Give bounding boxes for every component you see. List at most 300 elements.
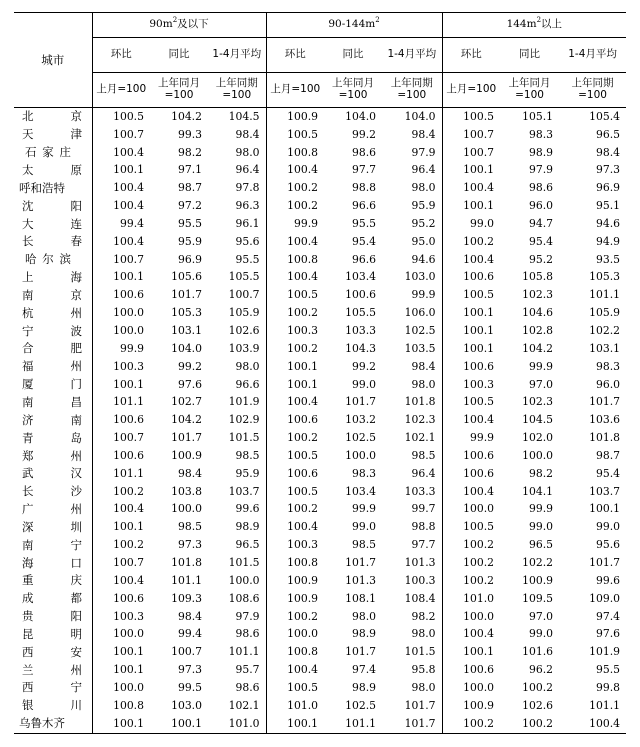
value-cell: 100.1: [442, 322, 500, 340]
value-cell: 100.9: [171, 448, 202, 462]
value-cell: 100.4: [92, 179, 150, 197]
value-cell: 100.0: [228, 573, 260, 587]
value-cell: 105.5: [228, 270, 260, 284]
value-cell: 105.6: [171, 270, 202, 284]
value-cell: 99.4: [177, 627, 202, 641]
table-row: [14, 126, 626, 144]
value-cell: 98.2: [411, 609, 436, 623]
value-cell: 101.7: [345, 555, 377, 569]
value-cell: 101.9: [589, 645, 621, 659]
table-row: [14, 286, 626, 304]
base-header-cell: 上月=100: [266, 73, 324, 108]
value-cell: 100.3: [92, 358, 150, 376]
value-cell: 100.1: [92, 661, 150, 679]
value-cell: 100.1: [442, 304, 500, 322]
value-cell: 98.4: [411, 359, 436, 373]
value-cell: 100.5: [442, 286, 500, 304]
value-cell: 105.3: [171, 306, 202, 320]
value-cell: 98.9: [235, 520, 260, 534]
sub-header-cell: 环比: [92, 38, 150, 73]
city-cell: [14, 483, 92, 501]
value-cell: 100.6: [442, 661, 500, 679]
value-cell: 100.4: [92, 144, 150, 162]
table-row: [14, 215, 626, 233]
value-cell: 100.4: [92, 197, 150, 215]
value-cell: 100.8: [266, 554, 324, 572]
value-cell: 101.9: [228, 395, 260, 409]
city-name: 郑州: [22, 448, 82, 463]
value-cell: 103.1: [589, 341, 621, 355]
value-cell: 100.6: [92, 411, 150, 429]
value-cell: 95.5: [596, 663, 621, 677]
value-cell: 99.2: [351, 359, 377, 373]
city-name: 南京: [22, 287, 82, 302]
table-row: [14, 269, 626, 287]
value-cell: 100.7: [92, 126, 150, 144]
value-cell: 102.3: [522, 288, 554, 302]
table-header: [14, 13, 626, 108]
sub-header-cell: 1-4月平均: [559, 38, 626, 73]
value-cell: 100.9: [442, 697, 500, 715]
sub-header-cell: 环比: [266, 38, 324, 73]
value-cell: 100.6: [266, 465, 324, 483]
city-cell: [14, 429, 92, 447]
value-cell: 102.6: [522, 698, 554, 712]
sub-header-cell: 同比: [324, 38, 382, 73]
value-cell: 103.7: [589, 484, 621, 498]
city-name: 兰州: [22, 662, 82, 677]
value-cell: 98.3: [351, 466, 377, 480]
value-cell: 101.1: [92, 465, 150, 483]
city-name: 大连: [22, 216, 82, 231]
value-cell: 100.9: [266, 108, 324, 126]
city-name: 厦门: [22, 377, 82, 392]
value-cell: 103.9: [228, 341, 260, 355]
value-cell: 100.4: [266, 233, 324, 251]
value-cell: 99.9: [266, 215, 324, 233]
city-name: 太原: [22, 163, 82, 178]
city-name: 贵阳: [22, 609, 82, 624]
city-cell: [14, 447, 92, 465]
value-cell: 96.6: [235, 377, 260, 391]
value-cell: 95.4: [351, 234, 377, 248]
value-cell: 98.8: [411, 520, 436, 534]
value-cell: 103.0: [171, 698, 202, 712]
value-cell: 101.7: [589, 395, 621, 409]
value-cell: 104.5: [522, 413, 554, 427]
value-cell: 95.0: [411, 234, 436, 248]
value-cell: 99.8: [596, 680, 621, 694]
table-row: [14, 340, 626, 358]
value-cell: 100.0: [266, 625, 324, 643]
value-cell: 100.4: [559, 715, 626, 733]
value-cell: 98.7: [596, 448, 621, 462]
value-cell: 100.4: [92, 501, 150, 519]
sub-header-cell: 同比: [150, 38, 208, 73]
value-cell: 95.5: [351, 216, 377, 230]
value-cell: 100.8: [266, 144, 324, 162]
value-cell: 99.0: [529, 520, 554, 534]
value-cell: 100.1: [92, 643, 150, 661]
value-cell: 97.4: [351, 663, 377, 677]
value-cell: 99.2: [177, 359, 202, 373]
city-name: 昆明: [22, 626, 82, 641]
city-cell: [14, 376, 92, 394]
value-cell: 98.3: [529, 127, 554, 141]
table-row: [14, 590, 626, 608]
value-cell: 97.8: [235, 181, 260, 195]
value-cell: 99.0: [442, 215, 500, 233]
city-cell: [14, 501, 92, 519]
value-cell: 104.6: [522, 306, 554, 320]
value-cell: 100.4: [266, 518, 324, 536]
value-cell: 101.7: [382, 715, 442, 733]
value-cell: 98.0: [411, 377, 436, 391]
value-cell: 98.9: [529, 145, 554, 159]
value-cell: 102.7: [171, 395, 202, 409]
value-cell: 100.1: [442, 197, 500, 215]
table-row: [14, 376, 626, 394]
value-cell: 108.1: [345, 591, 377, 605]
value-cell: 96.6: [351, 252, 377, 266]
city-name: 沈阳: [22, 198, 82, 213]
group-header-small: $90m^2$及以下: [92, 13, 266, 38]
value-cell: 94.7: [529, 216, 554, 230]
value-cell: 100.2: [442, 572, 500, 590]
city-name: 长沙: [22, 484, 82, 499]
value-cell: 105.4: [589, 109, 621, 123]
value-cell: 94.6: [596, 216, 621, 230]
value-cell: 103.7: [228, 484, 260, 498]
value-cell: 99.9: [529, 502, 554, 516]
value-cell: 97.1: [177, 163, 202, 177]
value-cell: 99.9: [529, 359, 554, 373]
value-cell: 100.1: [442, 340, 500, 358]
value-cell: 100.7: [92, 554, 150, 572]
value-cell: 96.0: [596, 377, 621, 391]
value-cell: 96.3: [235, 199, 260, 213]
city-cell: [14, 322, 92, 340]
value-cell: 100.7: [171, 645, 202, 659]
table-row: [14, 536, 626, 554]
value-cell: 95.9: [177, 234, 202, 248]
sub-header-cell: 1-4月平均: [382, 38, 442, 73]
city-name: 合肥: [22, 341, 82, 356]
city-name: 海口: [22, 555, 82, 570]
city-cell: [14, 304, 92, 322]
city-cell: [14, 108, 92, 126]
table-row: [14, 697, 626, 715]
value-cell: 102.5: [345, 431, 377, 445]
value-cell: 95.6: [596, 538, 621, 552]
value-cell: 101.7: [404, 698, 436, 712]
value-cell: 99.9: [92, 340, 150, 358]
value-cell: 96.4: [411, 163, 436, 177]
value-cell: 98.6: [235, 627, 260, 641]
city-cell: [14, 144, 92, 162]
table-row: [14, 251, 626, 269]
table-row: [14, 554, 626, 572]
city-cell: [14, 269, 92, 287]
value-cell: 103.0: [404, 270, 436, 284]
value-cell: 100.4: [442, 179, 500, 197]
value-cell: 98.4: [177, 466, 202, 480]
value-cell: 100.2: [266, 340, 324, 358]
value-cell: 101.0: [266, 697, 324, 715]
city-cell: [14, 554, 92, 572]
value-cell: 98.7: [177, 181, 202, 195]
value-cell: 103.2: [345, 413, 377, 427]
value-cell: 99.6: [235, 502, 260, 516]
value-cell: 103.3: [404, 484, 436, 498]
value-cell: 100.4: [442, 483, 500, 501]
value-cell: 100.7: [92, 429, 150, 447]
value-cell: 101.5: [228, 555, 260, 569]
group-header-large: $144m^2$以上: [442, 13, 626, 38]
value-cell: 109.5: [522, 591, 554, 605]
city-cell: [14, 162, 92, 180]
value-cell: 98.4: [235, 127, 260, 141]
value-cell: 100.5: [442, 108, 500, 126]
value-cell: 100.1: [150, 715, 208, 733]
value-cell: 100.1: [92, 518, 150, 536]
value-cell: 96.5: [235, 538, 260, 552]
value-cell: 96.0: [529, 199, 554, 213]
value-cell: 101.8: [171, 555, 202, 569]
city-cell: [14, 572, 92, 590]
base-header-cell: 上年同月=100: [150, 73, 208, 108]
value-cell: 106.0: [404, 306, 436, 320]
city-name: 哈尔滨: [25, 252, 71, 267]
value-cell: 100.8: [266, 251, 324, 269]
value-cell: 103.4: [345, 484, 377, 498]
value-cell: 98.4: [411, 127, 436, 141]
city-cell: [14, 126, 92, 144]
value-cell: 100.1: [92, 269, 150, 287]
city-cell: [14, 286, 92, 304]
table-row: [14, 447, 626, 465]
value-cell: 98.5: [351, 538, 377, 552]
city-cell: [14, 590, 92, 608]
value-cell: 95.4: [529, 234, 554, 248]
value-cell: 102.3: [404, 413, 436, 427]
city-name: 西安: [22, 644, 82, 659]
value-cell: 101.1: [228, 645, 260, 659]
value-cell: 103.5: [404, 341, 436, 355]
value-cell: 100.1: [92, 715, 150, 733]
value-cell: 100.6: [442, 269, 500, 287]
city-name: 上海: [22, 270, 82, 285]
value-cell: 100.7: [442, 126, 500, 144]
value-cell: 103.6: [589, 413, 621, 427]
city-cell: [14, 679, 92, 697]
value-cell: 98.6: [235, 680, 260, 694]
value-cell: 98.6: [351, 145, 377, 159]
value-cell: 105.8: [522, 270, 554, 284]
value-cell: 100.4: [266, 661, 324, 679]
value-cell: 101.7: [345, 645, 377, 659]
value-cell: 97.0: [529, 609, 554, 623]
base-header-cell: 上年同月=100: [324, 73, 382, 108]
value-cell: 101.7: [589, 555, 621, 569]
value-cell: 95.5: [235, 252, 260, 266]
value-cell: 100.2: [522, 680, 554, 694]
value-cell: 95.7: [235, 663, 260, 677]
value-cell: 101.6: [522, 645, 554, 659]
value-cell: 102.5: [345, 698, 377, 712]
base-header-cell: 上年同期=100: [559, 73, 626, 108]
value-cell: 98.4: [177, 609, 202, 623]
table-row: [14, 304, 626, 322]
city-name: 长春: [22, 234, 82, 249]
value-cell: 98.5: [177, 520, 202, 534]
value-cell: 100.5: [442, 394, 500, 412]
city-name: 北京: [22, 109, 82, 124]
value-cell: 101.5: [404, 645, 436, 659]
value-cell: 98.0: [235, 145, 260, 159]
value-cell: 100.1: [266, 376, 324, 394]
value-cell: 103.3: [345, 324, 377, 337]
value-cell: 98.9: [351, 680, 377, 694]
value-cell: 101.8: [589, 431, 621, 445]
value-cell: 100.0: [442, 679, 500, 697]
value-cell: 100.9: [522, 573, 554, 587]
value-cell: 104.2: [522, 341, 554, 355]
value-cell: 109.3: [171, 591, 202, 605]
city-name: 广州: [22, 502, 82, 517]
base-header-cell: 上月=100: [442, 73, 500, 108]
value-cell: 101.7: [345, 395, 377, 409]
value-cell: 101.1: [171, 573, 202, 587]
value-cell: 100.2: [266, 429, 324, 447]
value-cell: 101.7: [171, 431, 202, 445]
base-header-cell: 上年同期=100: [382, 73, 442, 108]
value-cell: 96.5: [596, 127, 621, 141]
city-name: 西宁: [22, 680, 82, 695]
value-cell: 108.4: [404, 591, 436, 605]
city-cell: [14, 536, 92, 554]
value-cell: 100.2: [442, 233, 500, 251]
value-cell: 100.6: [442, 447, 500, 465]
value-cell: 102.6: [228, 324, 260, 337]
value-cell: 95.4: [596, 466, 621, 480]
value-cell: 100.7: [228, 288, 260, 302]
value-cell: 100.1: [92, 162, 150, 180]
value-cell: 100.4: [92, 572, 150, 590]
value-cell: 97.7: [411, 538, 436, 552]
value-cell: 98.2: [177, 145, 202, 159]
value-cell: 100.0: [442, 501, 500, 519]
value-cell: 100.6: [345, 288, 377, 302]
value-cell: 98.5: [411, 448, 436, 462]
city-cell: [14, 233, 92, 251]
value-cell: 98.0: [351, 609, 377, 623]
city-name: 乌鲁木齐: [19, 716, 65, 731]
table-row: [14, 661, 626, 679]
value-cell: 94.6: [411, 252, 436, 266]
value-cell: 100.2: [266, 608, 324, 626]
city-column-header: 城市: [14, 13, 92, 108]
city-name: 深圳: [22, 519, 82, 534]
value-cell: 100.0: [345, 448, 377, 462]
value-cell: 96.5: [529, 538, 554, 552]
value-cell: 99.0: [596, 520, 621, 534]
value-cell: 97.6: [177, 377, 202, 391]
value-cell: 104.5: [228, 109, 260, 123]
value-cell: 100.0: [92, 679, 150, 697]
value-cell: 100.4: [266, 394, 324, 412]
value-cell: 97.9: [235, 609, 260, 623]
value-cell: 96.9: [177, 252, 202, 266]
city-cell: [14, 697, 92, 715]
value-cell: 102.1: [404, 431, 436, 445]
value-cell: 96.1: [235, 216, 260, 230]
value-cell: 100.7: [92, 251, 150, 269]
value-cell: 95.1: [596, 199, 621, 213]
base-header-cell: 上月=100: [92, 73, 150, 108]
value-cell: 94.9: [596, 234, 621, 248]
value-cell: 105.3: [589, 270, 621, 284]
value-cell: 100.3: [404, 573, 436, 587]
value-cell: 98.4: [596, 145, 621, 159]
value-cell: 95.9: [235, 466, 260, 480]
value-cell: 102.2: [589, 324, 621, 337]
city-name: 天津: [22, 127, 82, 142]
value-cell: 97.3: [596, 163, 621, 177]
value-cell: 95.5: [177, 216, 202, 230]
table-row: [14, 625, 626, 643]
city-cell: [14, 465, 92, 483]
value-cell: 96.4: [235, 163, 260, 177]
value-cell: 100.0: [171, 502, 202, 516]
value-cell: 100.0: [92, 625, 150, 643]
value-cell: 104.1: [522, 484, 554, 498]
value-cell: 104.3: [345, 341, 377, 355]
value-cell: 99.0: [351, 520, 377, 534]
value-cell: 101.1: [589, 698, 621, 712]
value-cell: 99.5: [177, 680, 202, 694]
value-cell: 96.9: [596, 181, 621, 195]
city-cell: [14, 179, 92, 197]
value-cell: 99.6: [596, 573, 621, 587]
city-name: 成都: [22, 591, 82, 606]
value-cell: 105.9: [228, 306, 260, 320]
value-cell: 99.9: [351, 502, 377, 516]
value-cell: 100.5: [266, 286, 324, 304]
city-cell: [14, 251, 92, 269]
value-cell: 100.4: [92, 233, 150, 251]
value-cell: 101.8: [404, 395, 436, 409]
value-cell: 109.0: [589, 591, 621, 605]
city-cell: [14, 661, 92, 679]
value-cell: 98.8: [351, 181, 377, 195]
value-cell: 98.5: [235, 448, 260, 462]
value-cell: 104.0: [404, 109, 436, 123]
table-row: [14, 429, 626, 447]
value-cell: 104.2: [171, 413, 202, 427]
city-cell: [14, 358, 92, 376]
value-cell: 99.0: [351, 377, 377, 391]
city-name: 青岛: [22, 430, 82, 445]
city-cell: [14, 215, 92, 233]
value-cell: 97.6: [596, 627, 621, 641]
value-cell: 95.2: [529, 252, 554, 266]
table-row: [14, 643, 626, 661]
value-cell: 102.2: [522, 555, 554, 569]
value-cell: 95.9: [411, 199, 436, 213]
value-cell: 104.0: [171, 341, 202, 355]
value-cell: 100.4: [442, 625, 500, 643]
